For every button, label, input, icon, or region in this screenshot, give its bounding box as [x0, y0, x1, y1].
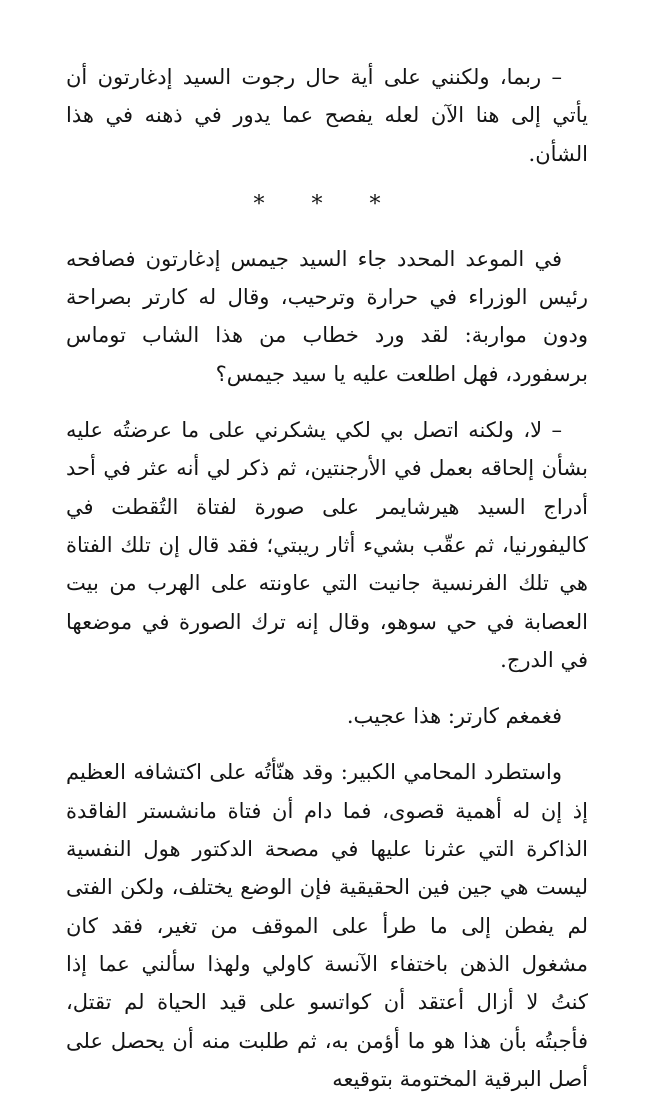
paragraph-narrative-2: واستطرد المحامي الكبير: وقد هنّأتُه على اكتشافه العظيم إذ إن له أهمية قصوى، فما دام أن فتاة مانشستر الفاقدة الذاكرة التي عثرنا عليها في مصحة الدكتور هول النفسية ليست هي جين فين الحقيقية فإن الوضع يختلف، ولكن الفتى لم يفطن إلى ما طرأ على الموقف من تغير، فقد كان مشغول الذهن باختفاء الآنسة كاولي ولهذا سألني عما إذا كنتُ لا أزال أعتقد أن كواتسو على قيد الحياة لم تقتل، فأجبتُه بأن هذا هو ما أؤمن به، ثم طلبت منه أن يحصل على أصل البرقية المختومة بتوقيعه — [66, 760, 588, 1091]
paragraph-dialogue-1: – ربما، ولكنني على أية حال رجوت السيد إدغارتون أن يأتي إلى هنا الآن لعله يفصح عما يدور في ذهنه في هذا الشأن. — [66, 65, 588, 166]
paragraph-narrative-1: في الموعد المحدد جاء السيد جيمس إدغارتون فصافحه رئيس الوزراء في حرارة وترحيب، وقال له كارتر بصراحة ودون مواربة: لقد ورد خطاب من هذا الشاب توماس برسفورد، فهل اطلعت عليه يا سيد جيمس؟ — [66, 246, 588, 386]
paragraph-dialogue-3: فغمغم كارتر: هذا عجيب. — [346, 704, 562, 729]
paragraph-dialogue-2: – لا، ولكنه اتصل بي لكي يشكرني على ما عرضتُه عليه بشأن إلحاقه بعمل في الأرجنتين، ثم ذكر لي أنه عثر في أحد أدراج السيد هيرشايمر على صورة لفتاة التُقطت في كاليفورنيا، ثم عقّب بشيء أثار ريبتي؛ فقد قال إن تلك الفتاة هي تلك الفرنسية جانيت التي عاونته على الهرب من بيت العصابة في حي سوهو، وقال إنه ترك الصورة في موضعها في الدرج. — [66, 418, 588, 672]
book-page — [66, 58, 588, 1098]
section-separator: * * * — [253, 191, 401, 217]
